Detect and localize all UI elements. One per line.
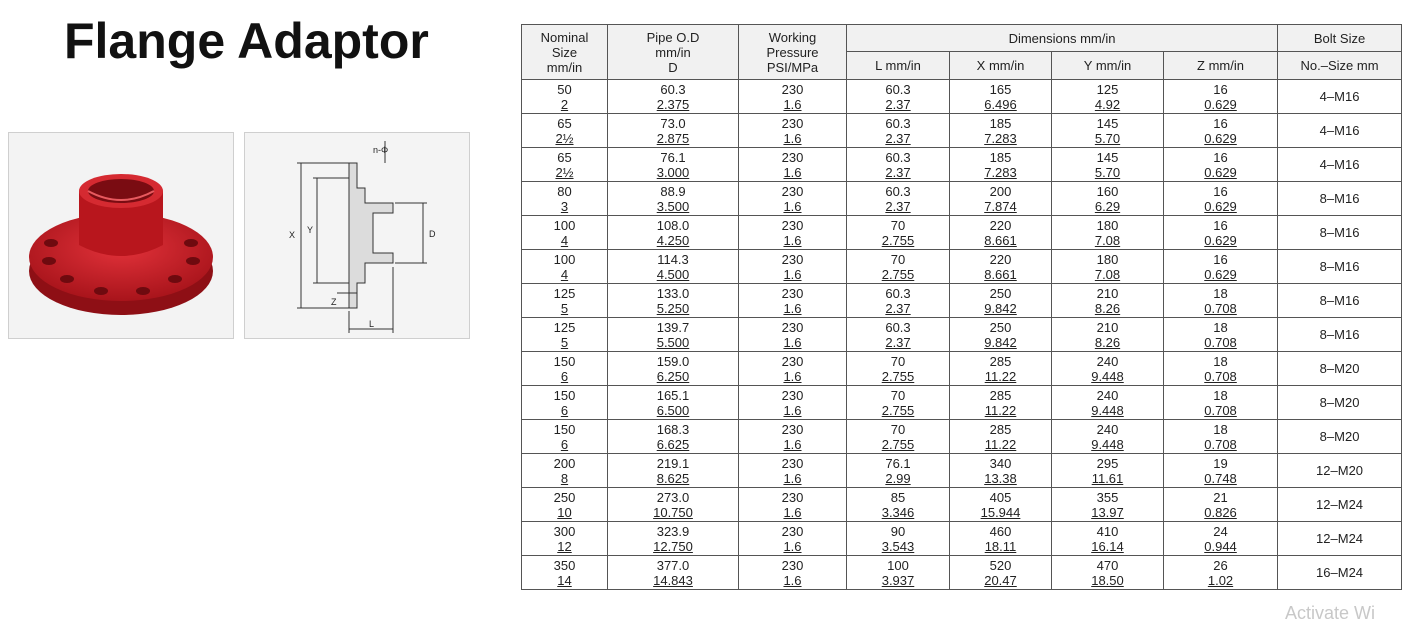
- table-cell: 24 0.944: [1164, 522, 1278, 556]
- table-cell: 230 1.6: [739, 148, 847, 182]
- bolt-size-cell: 12–M20: [1278, 454, 1402, 488]
- table-cell: 100 4: [522, 216, 608, 250]
- y-dim-label: Y: [307, 225, 314, 235]
- table-cell: 410 16.14: [1052, 522, 1164, 556]
- flange-image: [9, 133, 233, 338]
- bolt-size-cell: 4–M16: [1278, 148, 1402, 182]
- table-cell: 230 1.6: [739, 488, 847, 522]
- bolt-size-cell: 12–M24: [1278, 522, 1402, 556]
- table-cell: 18 0.708: [1164, 284, 1278, 318]
- table-row: [522, 250, 1402, 284]
- table-cell: 16 0.629: [1164, 250, 1278, 284]
- table-row: [522, 148, 1402, 182]
- table-cell: 150 6: [522, 352, 608, 386]
- page-title: Flange Adaptor: [64, 13, 429, 69]
- table-cell: 70 2.755: [847, 250, 950, 284]
- table-cell: 70 2.755: [847, 386, 950, 420]
- table-cell: 60.3 2.37: [847, 114, 950, 148]
- header-z: Z mm/in: [1164, 52, 1278, 80]
- table-cell: 18 0.708: [1164, 386, 1278, 420]
- table-cell: 230 1.6: [739, 250, 847, 284]
- header-nominal-size: Nominal Size mm/in: [522, 25, 608, 80]
- table-cell: 60.3 2.37: [847, 148, 950, 182]
- specification-table: [521, 24, 1402, 590]
- table-cell: 230 1.6: [739, 454, 847, 488]
- header-y: Y mm/in: [1052, 52, 1164, 80]
- table-cell: 285 11.22: [950, 386, 1052, 420]
- table-cell: 90 3.543: [847, 522, 950, 556]
- table-cell: 16 0.629: [1164, 216, 1278, 250]
- bolt-size-cell: 12–M24: [1278, 488, 1402, 522]
- table-cell: 70 2.755: [847, 216, 950, 250]
- header-l: L mm/in: [847, 52, 950, 80]
- table-cell: 220 8.661: [950, 216, 1052, 250]
- l-dim-label: L: [369, 319, 375, 329]
- table-cell: 125 5: [522, 318, 608, 352]
- table-cell: 219.1 8.625: [608, 454, 739, 488]
- table-cell: 150 6: [522, 386, 608, 420]
- table-row: [522, 386, 1402, 420]
- bolt-size-cell: 8–M16: [1278, 182, 1402, 216]
- table-cell: 200 8: [522, 454, 608, 488]
- table-cell: 16 0.629: [1164, 182, 1278, 216]
- table-cell: 230 1.6: [739, 284, 847, 318]
- table-cell: 230 1.6: [739, 386, 847, 420]
- table-cell: 18 0.708: [1164, 420, 1278, 454]
- table-cell: 145 5.70: [1052, 148, 1164, 182]
- table-cell: 230 1.6: [739, 556, 847, 590]
- table-cell: 76.1 2.99: [847, 454, 950, 488]
- table-cell: 180 7.08: [1052, 250, 1164, 284]
- table-cell: 60.3 2.375: [608, 80, 739, 114]
- bolt-size-cell: 16–M24: [1278, 556, 1402, 590]
- table-row: [522, 216, 1402, 250]
- table-row: [522, 318, 1402, 352]
- table-row: [522, 454, 1402, 488]
- table-cell: 210 8.26: [1052, 284, 1164, 318]
- table-cell: 340 13.38: [950, 454, 1052, 488]
- table-cell: 76.1 3.000: [608, 148, 739, 182]
- z-dim-label: Z: [331, 297, 337, 307]
- table-cell: 100 3.937: [847, 556, 950, 590]
- table-cell: 285 11.22: [950, 352, 1052, 386]
- table-cell: 80 3: [522, 182, 608, 216]
- table-cell: 230 1.6: [739, 318, 847, 352]
- table-cell: 180 7.08: [1052, 216, 1164, 250]
- table-cell: 165 6.496: [950, 80, 1052, 114]
- table-cell: 230 1.6: [739, 216, 847, 250]
- table-cell: 200 7.874: [950, 182, 1052, 216]
- bolt-size-cell: 8–M20: [1278, 386, 1402, 420]
- header-x: X mm/in: [950, 52, 1052, 80]
- table-cell: 150 6: [522, 420, 608, 454]
- table-cell: 470 18.50: [1052, 556, 1164, 590]
- table-cell: 185 7.283: [950, 148, 1052, 182]
- table-cell: 16 0.629: [1164, 114, 1278, 148]
- header-dimensions: Dimensions mm/in: [847, 25, 1278, 52]
- bolt-size-cell: 8–M16: [1278, 284, 1402, 318]
- table-row: [522, 420, 1402, 454]
- table-cell: 60.3 2.37: [847, 318, 950, 352]
- table-cell: 230 1.6: [739, 352, 847, 386]
- table-cell: 114.3 4.500: [608, 250, 739, 284]
- table-cell: 520 20.47: [950, 556, 1052, 590]
- table-cell: 300 12: [522, 522, 608, 556]
- table-cell: 350 14: [522, 556, 608, 590]
- table-cell: 273.0 10.750: [608, 488, 739, 522]
- product-photo: [8, 132, 234, 339]
- table-cell: 18 0.708: [1164, 352, 1278, 386]
- header-bolt-no-size: No.–Size mm: [1278, 52, 1402, 80]
- header-bolt-size: Bolt Size: [1278, 25, 1402, 52]
- header-working-pressure: Working Pressure PSI/MPa: [739, 25, 847, 80]
- table-cell: 70 2.755: [847, 352, 950, 386]
- table-row: [522, 522, 1402, 556]
- table-cell: 210 8.26: [1052, 318, 1164, 352]
- table-cell: 230 1.6: [739, 114, 847, 148]
- table-cell: 73.0 2.875: [608, 114, 739, 148]
- table-cell: 65 2½: [522, 148, 608, 182]
- bolt-size-cell: 4–M16: [1278, 80, 1402, 114]
- table-cell: 19 0.748: [1164, 454, 1278, 488]
- d-dim-label: D: [429, 229, 436, 239]
- bolt-dim-label: n-Φ: [373, 145, 389, 155]
- table-cell: 139.7 5.500: [608, 318, 739, 352]
- table-cell: 220 8.661: [950, 250, 1052, 284]
- table-row: [522, 114, 1402, 148]
- table-cell: 16 0.629: [1164, 148, 1278, 182]
- table-cell: 230 1.6: [739, 182, 847, 216]
- header-pipe-od: Pipe O.D mm/in D: [608, 25, 739, 80]
- table-cell: 60.3 2.37: [847, 284, 950, 318]
- table-cell: 165.1 6.500: [608, 386, 739, 420]
- table-cell: 16 0.629: [1164, 80, 1278, 114]
- table-cell: 240 9.448: [1052, 386, 1164, 420]
- table-cell: 133.0 5.250: [608, 284, 739, 318]
- table-cell: 185 7.283: [950, 114, 1052, 148]
- table-cell: 85 3.346: [847, 488, 950, 522]
- table-cell: 18 0.708: [1164, 318, 1278, 352]
- table-cell: 405 15.944: [950, 488, 1052, 522]
- table-cell: 159.0 6.250: [608, 352, 739, 386]
- table-cell: 100 4: [522, 250, 608, 284]
- table-cell: 295 11.61: [1052, 454, 1164, 488]
- table-cell: 26 1.02: [1164, 556, 1278, 590]
- table-row: [522, 284, 1402, 318]
- table-cell: 108.0 4.250: [608, 216, 739, 250]
- table-cell: 21 0.826: [1164, 488, 1278, 522]
- bolt-size-cell: 8–M16: [1278, 216, 1402, 250]
- table-cell: 60.3 2.37: [847, 182, 950, 216]
- table-cell: 145 5.70: [1052, 114, 1164, 148]
- table-row: [522, 352, 1402, 386]
- bolt-size-cell: 8–M20: [1278, 420, 1402, 454]
- table-cell: 50 2: [522, 80, 608, 114]
- table-cell: 355 13.97: [1052, 488, 1164, 522]
- table-cell: 230 1.6: [739, 420, 847, 454]
- table-cell: 160 6.29: [1052, 182, 1164, 216]
- table-cell: 60.3 2.37: [847, 80, 950, 114]
- table-cell: 230 1.6: [739, 80, 847, 114]
- bolt-size-cell: 8–M16: [1278, 318, 1402, 352]
- technical-drawing: [244, 132, 470, 339]
- bolt-size-cell: 8–M20: [1278, 352, 1402, 386]
- table-cell: 250 9.842: [950, 284, 1052, 318]
- bolt-size-cell: 4–M16: [1278, 114, 1402, 148]
- activate-windows-watermark: Activate Wi: [1285, 603, 1376, 623]
- cross-section-diagram: [245, 133, 469, 338]
- table-cell: 125 4.92: [1052, 80, 1164, 114]
- table-cell: 377.0 14.843: [608, 556, 739, 590]
- table-cell: 65 2½: [522, 114, 608, 148]
- table-row: [522, 488, 1402, 522]
- table-row: [522, 556, 1402, 590]
- table-cell: 285 11.22: [950, 420, 1052, 454]
- table-cell: 250 9.842: [950, 318, 1052, 352]
- table-cell: 240 9.448: [1052, 420, 1164, 454]
- table-cell: 250 10: [522, 488, 608, 522]
- table-row: [522, 182, 1402, 216]
- table-cell: 230 1.6: [739, 522, 847, 556]
- table-cell: 323.9 12.750: [608, 522, 739, 556]
- table-cell: 125 5: [522, 284, 608, 318]
- table-cell: 88.9 3.500: [608, 182, 739, 216]
- bolt-size-cell: 8–M16: [1278, 250, 1402, 284]
- table-row: [522, 80, 1402, 114]
- table-cell: 240 9.448: [1052, 352, 1164, 386]
- table-cell: 70 2.755: [847, 420, 950, 454]
- table-cell: 168.3 6.625: [608, 420, 739, 454]
- table-cell: 460 18.11: [950, 522, 1052, 556]
- x-dim-label: X: [289, 230, 296, 240]
